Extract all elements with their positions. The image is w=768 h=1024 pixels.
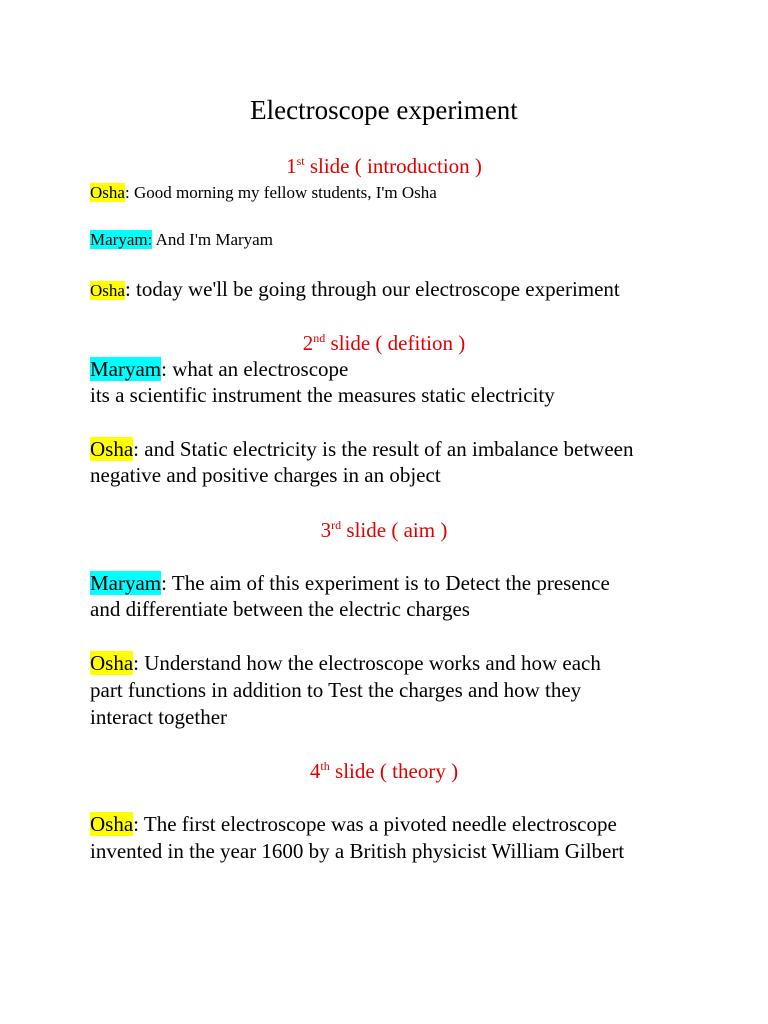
speaker-separator: : (124, 277, 137, 301)
line-text: The first electroscope was a pivoted needle electroscope (143, 812, 617, 836)
dialogue-line (90, 276, 690, 304)
dialogue-line (90, 570, 690, 596)
speaker-maryam: Maryam (90, 571, 162, 595)
slide-ordinal: nd (313, 331, 326, 345)
slide-2-heading (0, 330, 768, 356)
speaker-separator: : (133, 437, 145, 461)
slide-label: slide ( theory ) (335, 759, 459, 783)
dialogue-line (90, 677, 690, 703)
slide-number: 1 (286, 154, 297, 178)
speaker-maryam: Maryam (90, 357, 162, 381)
dialogue-line (90, 462, 690, 488)
line-text: And I'm Maryam (155, 230, 273, 249)
dialogue-line (90, 704, 690, 730)
speaker-osha: Osha (90, 437, 134, 461)
line-text: and Static electricity is the result of an imbalance between (144, 437, 634, 461)
line-text: Understand how the electroscope works and how each (144, 651, 601, 675)
dialogue-line (90, 838, 690, 864)
slide-label: slide ( defition ) (330, 331, 466, 355)
speaker-separator: : (161, 357, 173, 381)
slide-1-heading (0, 153, 768, 179)
slide-number: 4 (309, 759, 321, 783)
speaker-separator: : (133, 812, 144, 836)
dialogue-line (90, 228, 690, 252)
slide-3-heading (0, 517, 768, 543)
slide-ordinal: th (320, 759, 330, 773)
line-text: negative and positive charges in an object (90, 463, 441, 487)
speaker-osha: Osha (90, 281, 125, 300)
line-text: what an electroscope (172, 357, 349, 381)
speaker-osha: Osha (90, 183, 125, 202)
speaker-osha: Osha (90, 812, 134, 836)
speaker-separator: : (124, 183, 134, 202)
speaker-osha: Osha (90, 651, 134, 675)
slide-4-heading (0, 758, 768, 784)
speaker-maryam: Maryam: (90, 230, 153, 249)
line-text: today we'll be going through our electroscope experiment (136, 277, 620, 301)
slide-number: 2 (302, 331, 314, 355)
slide-label: slide ( introduction ) (309, 154, 482, 178)
dialogue-line (90, 356, 690, 382)
dialogue-line (90, 596, 690, 622)
slide-number: 3 (320, 518, 332, 542)
speaker-separator: : (133, 651, 145, 675)
slide-label: slide ( aim ) (346, 518, 448, 542)
dialogue-line (90, 811, 690, 837)
line-text: The aim of this experiment is to Detect the presence (171, 571, 610, 595)
speaker-separator: : (161, 571, 172, 595)
dialogue-line (90, 436, 690, 462)
slide-ordinal: rd (331, 518, 342, 532)
dialogue-line (90, 382, 690, 408)
line-text: and differentiate between the electric charges (90, 597, 470, 621)
dialogue-line (90, 181, 690, 205)
line-text: Good morning my fellow students, I'm Osha (133, 183, 437, 202)
line-text: interact together (90, 705, 228, 729)
document-title: Electroscope experiment (250, 95, 518, 125)
line-text: part functions in addition to Test the charges and how they (90, 678, 582, 702)
line-text: invented in the year 1600 by a British physicist William Gilbert (90, 839, 625, 863)
dialogue-line (90, 650, 690, 676)
slide-ordinal: st (296, 154, 305, 168)
line-text: its a scientific instrument the measures static electricity (90, 383, 555, 407)
